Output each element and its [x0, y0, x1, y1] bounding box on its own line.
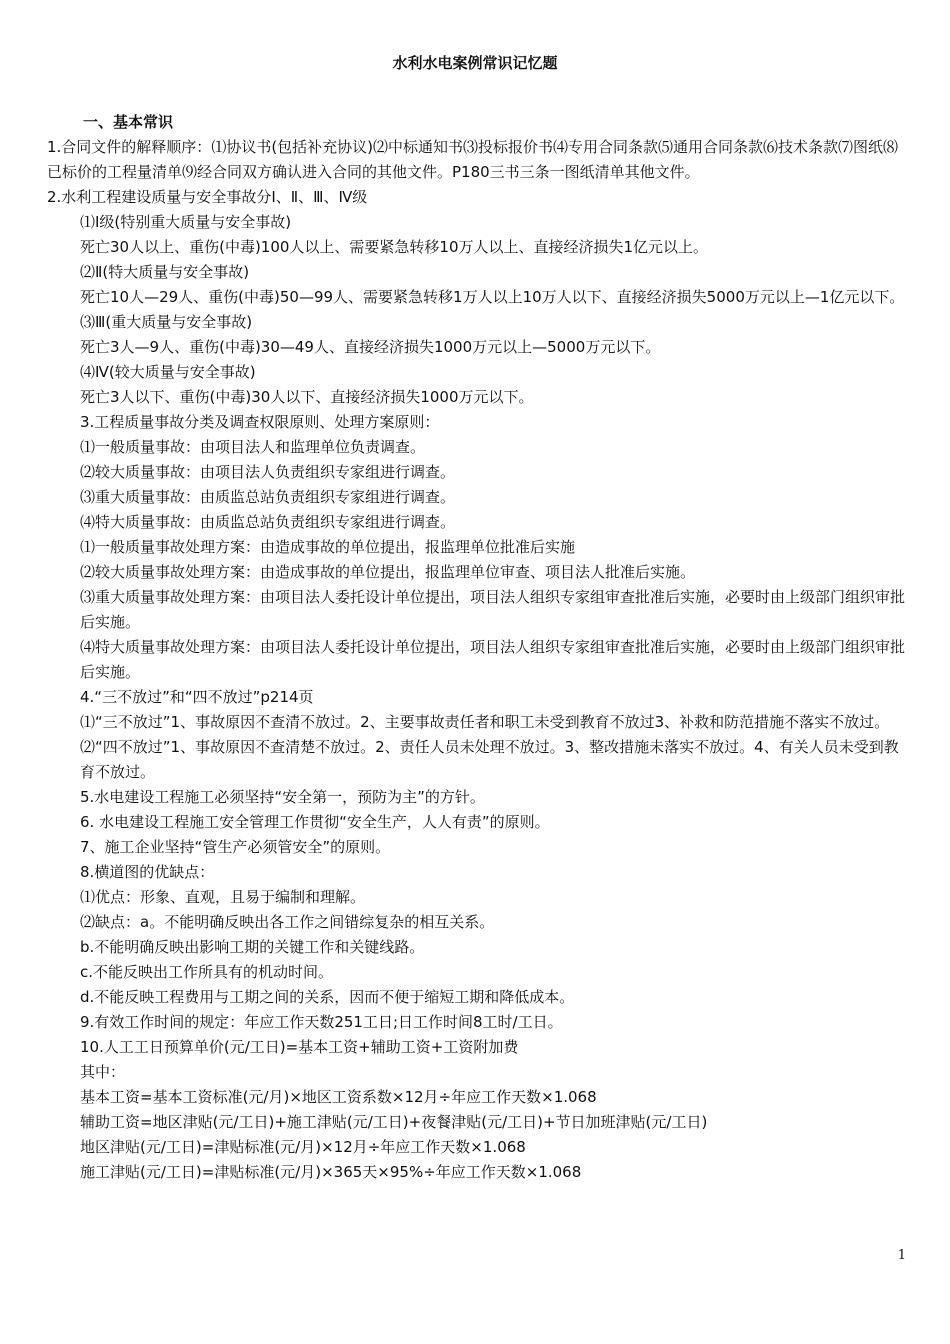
paragraph-line: ⑴Ⅰ级(特别重大质量与安全事故) — [80, 213, 292, 231]
paragraph-line: b.不能明确反映出影响工期的关键工作和关键线路。 — [80, 938, 425, 956]
paragraph-line: 9.有效工作时间的规定：年应工作天数251工日;日工作时间8工时/工日。 — [80, 1013, 563, 1031]
paragraph-line: c.不能反映出工作所具有的机动时间。 — [80, 963, 334, 981]
paragraph-line: 7、施工企业坚持“管生产必须管安全”的原则。 — [80, 838, 391, 856]
paragraph-line: ⑷特大质量事故处理方案：由项目法人委托设计单位提出，项目法人组织专家组审查批准后实施，必要时由上级部门组织审批后实施。 — [80, 638, 906, 681]
paragraph-line: 1.合同文件的解释顺序：⑴协议书(包括补充协议)⑵中标通知书⑶投标报价书⑷专用合同条款⑸通用合同条款⑹技术条款⑺图纸⑻已标价的工程量清单⑼经合同双方确认进入合同的其他文件。P180三书三条一图纸清单其他文件。 — [47, 138, 899, 181]
document-title: 水利水电案例常识记忆题 — [392, 54, 558, 72]
paragraph-line: 死亡3人以下、重伤(中毒)30人以下、直接经济损失1000万元以下。 — [80, 388, 534, 406]
paragraph-line: ⑵较大质量事故处理方案：由造成事故的单位提出，报监理单位审查、项目法人批准后实施。 — [80, 563, 696, 581]
paragraph-line: 8.横道图的优缺点： — [80, 863, 215, 881]
paragraph-line: ⑵较大质量事故：由项目法人负责组织专家组进行调查。 — [80, 463, 456, 481]
paragraph-line: ⑴一般质量事故：由项目法人和监理单位负责调查。 — [80, 438, 426, 456]
page-number: 1 — [897, 1248, 906, 1263]
paragraph-line: ⑶Ⅲ(重大质量与安全事故) — [80, 313, 253, 331]
paragraph-line: ⑶重大质量事故处理方案：由项目法人委托设计单位提出，项目法人组织专家组审查批准后实施，必要时由上级部门组织审批后实施。 — [80, 588, 906, 631]
paragraph-line: ⑴“三不放过”1、事故原因不查清不放过。2、主要事故责任者和职工未受到教育不放过3、补救和防范措施不落实不放过。 — [80, 713, 890, 731]
paragraph-line: ⑷Ⅳ(较大质量与安全事故) — [80, 363, 256, 381]
paragraph-line: ⑴优点：形象、直观，且易于编制和理解。 — [80, 888, 366, 906]
paragraph-line: ⑵Ⅱ(特大质量与安全事故) — [80, 263, 250, 281]
paragraph-line: 辅助工资=地区津贴(元/工日)+施工津贴(元/工日)+夜餐津贴(元/工日)+节日加班津贴(元/工日) — [80, 1113, 708, 1131]
paragraph-line: ⑶重大质量事故：由质监总站负责组织专家组进行调查。 — [80, 488, 456, 506]
paragraph-line: 死亡3人—9人、重伤(中毒)30—49人、直接经济损失1000万元以上—5000万元以下。 — [80, 338, 661, 356]
paragraph-line: 2.水利工程建设质量与安全事故分Ⅰ、Ⅱ、Ⅲ、Ⅳ级 — [47, 188, 368, 206]
paragraph-line: 基本工资=基本工资标准(元/月)×地区工资系数×12月÷年应工作天数×1.068 — [80, 1088, 597, 1106]
paragraph-line: 死亡30人以上、重伤(中毒)100人以上、需要紧急转移10万人以上、直接经济损失1亿元以上。 — [80, 238, 709, 256]
paragraph-line: 施工津贴(元/工日)=津贴标准(元/月)×365天×95%÷年应工作天数×1.068 — [80, 1163, 582, 1181]
paragraph-line: ⑴一般质量事故处理方案：由造成事故的单位提出，报监理单位批准后实施 — [80, 538, 576, 556]
document-body — [47, 110, 907, 1185]
paragraph-line: ⑷特大质量事故：由质监总站负责组织专家组进行调查。 — [80, 513, 456, 531]
paragraph-line: d.不能反映工程费用与工期之间的关系，因而不便于缩短工期和降低成本。 — [80, 988, 575, 1006]
paragraph-line: 10.人工工日预算单价(元/工日)=基本工资+辅助工资+工资附加费 — [80, 1038, 519, 1056]
paragraph-line: ⑵“四不放过”1、事故原因不查清楚不放过。2、责任人员未处理不放过。3、整改措施未落实不放过。4、有关人员未受到教育不放过。 — [80, 738, 899, 781]
paragraph-line: 其中： — [80, 1063, 126, 1081]
section-heading: 一、基本常识 — [83, 113, 174, 131]
paragraph-line: 3.工程质量事故分类及调查权限原则、处理方案原则： — [80, 413, 440, 431]
paragraph-line: 4.“三不放过”和“四不放过”p214页 — [80, 688, 314, 706]
paragraph-line: 5.水电建设工程施工必须坚持“安全第一，预防为主”的方针。 — [80, 788, 485, 806]
paragraph-line: 6. 水电建设工程施工安全管理工作贯彻“安全生产，人人有责”的原则。 — [80, 813, 550, 831]
paragraph-line: 死亡10人—29人、重伤(中毒)50—99人、需要紧急转移1万人以上10万人以下、直接经济损失5000万元以上—1亿元以下。 — [80, 288, 905, 306]
paragraph-line: ⑵缺点：a。不能明确反映出各工作之间错综复杂的相互关系。 — [80, 913, 495, 931]
paragraph-line: 地区津贴(元/工日)=津贴标准(元/月)×12月÷年应工作天数×1.068 — [80, 1138, 526, 1156]
